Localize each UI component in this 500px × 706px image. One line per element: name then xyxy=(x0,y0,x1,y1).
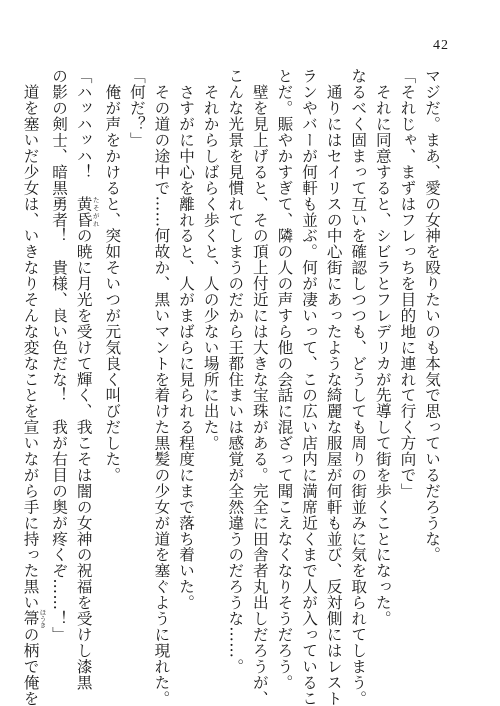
text-line xyxy=(321,68,346,706)
text-segment: の柄で俺を xyxy=(21,626,40,706)
text-segment: それに同意すると、シビラとフレデリカが先導して街を歩くことになった。 xyxy=(373,68,392,627)
novel-body-text xyxy=(21,68,444,706)
text-segment: それからしばらく歩くと、人の少ない場所に出た。 xyxy=(201,68,220,451)
text-line xyxy=(149,68,174,706)
ruby-reading: たそがれ xyxy=(91,195,100,228)
text-segment: 俺が声をかけると、突如そいつが元気良く叫びだした。 xyxy=(103,68,122,483)
text-line xyxy=(395,68,420,678)
ruby-reading: ほうき xyxy=(38,608,47,629)
text-line xyxy=(18,68,47,706)
ruby-base: 箒 xyxy=(21,608,40,629)
page-number: 42 xyxy=(433,38,449,53)
text-segment: さすがに中心を離れると、人がまばらに見られる程度にまで落ち着いた。 xyxy=(177,68,196,611)
text-segment: 「ハッハッハ！ xyxy=(74,68,93,196)
text-segment: マジだ。まあ、愛の女神を殴りたいのも本気で思っているだろうな。 xyxy=(423,68,441,563)
text-line xyxy=(419,68,444,678)
ruby-annotation xyxy=(74,195,100,228)
text-line xyxy=(346,68,371,706)
text-line xyxy=(173,68,198,678)
text-segment: 通りにはセイリスの中心街にあったような綺麗な服屋が何軒も並び、反対側にはレスト xyxy=(324,68,343,706)
text-segment: の影の剣士、暗黒勇者！ 貴様、良い色だな！ 我が右目の奥が疼くぞ……！」 xyxy=(50,68,69,643)
text-segment: 「それじゃ、まずはフレっちを目的地に連れて行く方向で」 xyxy=(398,68,417,499)
text-segment: その道の途中で……何故か、黒いマントを着けた黒髪の少女が道を塞ぐように現れた。 xyxy=(152,68,171,706)
text-line xyxy=(71,68,100,691)
text-line xyxy=(272,68,297,691)
text-segment: ランやバーが何軒も並ぶ。何が凄いって、この広い店内に満席近くまで人が入っているこ xyxy=(300,68,319,706)
text-segment: とだ。賑やかすぎて、隣の人の声すら他の会話に混ざって聞こえなくなりそうだろう。 xyxy=(275,68,294,691)
text-line xyxy=(247,68,272,706)
ruby-annotation xyxy=(21,608,47,629)
text-segment: こんな光景を見慣れてしまうのだから王都住まいは感覚が全然違うのだろうな……。 xyxy=(226,68,245,675)
text-segment: 「何だ？」 xyxy=(127,68,146,148)
text-segment: 壁を見上げると、その頂上付近には大きな宝珠がある。完全に田舎者丸出しだろうが、 xyxy=(250,68,269,706)
text-line xyxy=(100,68,125,678)
text-line xyxy=(370,68,395,678)
text-line xyxy=(47,68,72,678)
text-line xyxy=(198,68,223,678)
text-line xyxy=(296,68,321,706)
text-segment: 道を塞いだ少女は、いきなりそんな変なことを宣いながら手に持った黒い xyxy=(21,68,40,611)
ruby-base: 黄昏 xyxy=(74,195,93,228)
text-line xyxy=(124,68,149,678)
text-segment: の暁に月光を受けて輝く、我こそは闇の女神の祝福を受けし漆黒 xyxy=(74,227,93,691)
text-segment: なるべく固まって互いを確認しつつも、どうしても周りの街並みに気を取られてしまう。 xyxy=(349,68,368,706)
text-line xyxy=(223,68,248,678)
